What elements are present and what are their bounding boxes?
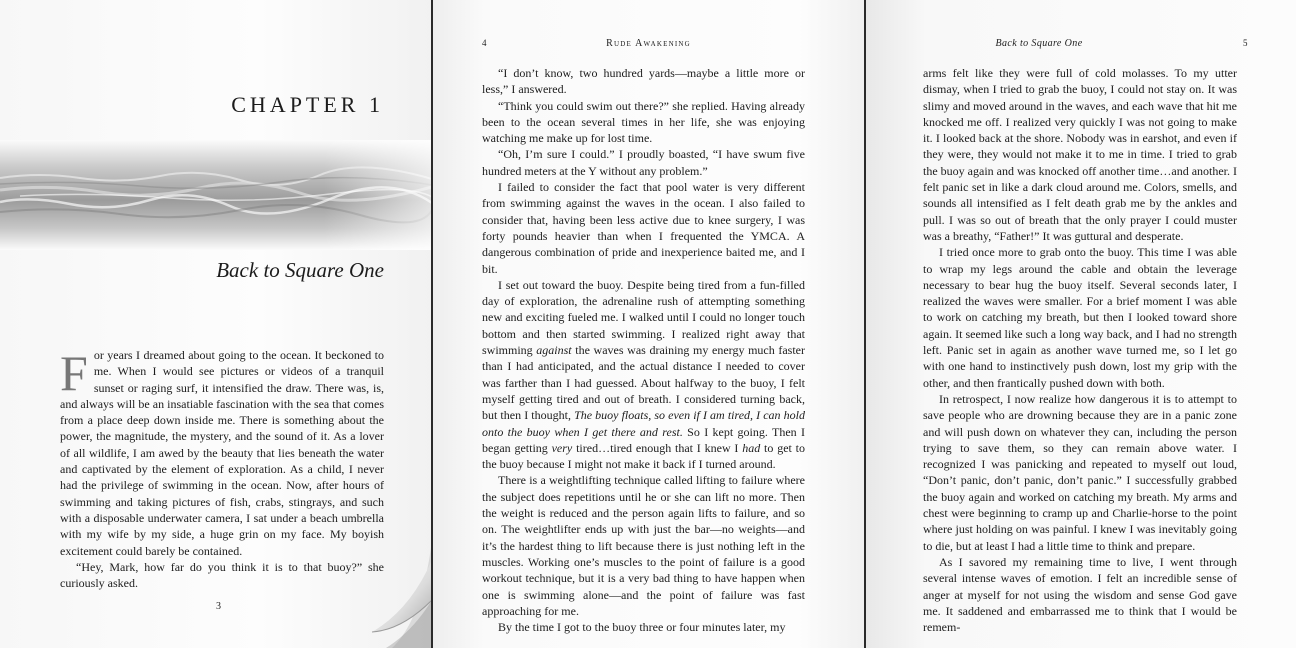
running-head-page-number: 5 [1243,38,1249,48]
paragraph: In retrospect, I now realize how dangerous it is to attempt to save people who are drowning because they are in a panic zone and will push down on whatever they can, including the person trying to save them, so they can remain above water. I recognized I was panicking and repeated to myself out loud, “Don’t panic, don’t panic, don’t panic.” I successfully grabbed the buoy again and worked on catching my breath. My arms and chest were beginning to cramp up and Charlie-horse to the point where just holding on was painful. I knew I was inevitably going to die, but at least I had a little time to think and prepare. [923,391,1237,553]
paragraph: There is a weightlifting technique called lifting to failure where the subject does repetitions until he or she can lift no more. Then the weight is reduced and the person again lifts to failure, and so on. The weightlifter ends up with just the bar—no weights—and it’s the hardest thing to lift because there is just nothing left in the muscles. Working one’s muscles to the point of failure is a good workout technique, but it is a very bad thing to have happen when one is swimming alone—and the point of failure was fast approaching for me. [482,473,805,618]
page-left [0,0,432,648]
running-head-page-number: 4 [482,38,488,48]
left-body-text [60,347,384,591]
paragraph: I failed to consider the fact that pool water is very different from swimming against the waves in the ocean. I also failed to consider that, having been less active due to knee surgery, I was forty pounds heavier than when I frequented the YMCA. A dangerous combination of pride and inexperience baited me, and I bit. [482,180,805,276]
paragraph: “Think you could swim out there?” she replied. Having already been to the ocean several times in her life, she was enjoying watching me make up for lost time. [482,98,805,146]
paragraph: I tried once more to grab onto the buoy. This time I was able to wrap my legs around the cable and obtain the leverage necessary to bear hug the buoy itself. Several seconds later, I realized the waves were smaller. For a brief moment I was able to work on catching my breath, but then I looked toward shore again. It seemed like such a long way back, and I had no strength left. Panic set in again as another wave turned me, so I let go with one hand to instinctively push down, lost my grip with the other, and then frantically pushed down with both. [923,245,1237,390]
paragraph: For years I dreamed about going to the ocean. It beckoned to me. When I would see pictures or videos of a tranquil sunset or raging surf, it intensified the draw. There was, is, and always will be an insatiable fascination with the sea that comes from a place deep down inside me. There is something about the power, the magnitude, the mystery, and the sound of it. As a lover of all wildlife, I am awed by the beauty that lies beneath the water and captivated by the element of exploration. As a child, I never had the privilege of swimming in the ocean. Now, after hours of swimming and taking pictures of fish, crabs, stingrays, and such with a disposable underwater camera, I sat under a beach umbrella with my wife by my side, a huge grin on my face. My boyish excitement could barely be contained. [60,345,384,558]
paragraph: “Hey, Mark, how far do you think it is to that buoy?” she curiously asked. [60,559,384,591]
chapter-title: CHAPTER 1 [231,92,384,117]
running-head-title: Rude Awakening [606,38,691,49]
running-head-title: Back to Square One [995,38,1083,49]
paragraph: “Oh, I’m sure I could.” I proudly boasted, “I have swum five hundred meters at the Y without any problem.” [482,147,805,178]
paragraph: arms felt like they were full of cold molasses. To my utter dismay, when I tried to grab the buoy, I could not stay on. It was slimy and moved around in the waves, and each wave that hit me knocked me off. I realized very quickly I was not going to make it. I looked back at the shore. Nobody was in earshot, and even if they were, they would not make it to me in time. I tried to grab the buoy again and was knocked off another time…and another. I felt panic set in like a dark cloud around me. Colors, smells, and sounds all intensified as I felt death grab me by the ankles and pull. I was so out of breath that the only prayer I could muster was a breathy, “Father!” It was guttural and desperate. [923,66,1238,243]
paragraph: “I don’t know, two hundred yards—maybe a little more or less,” I answered. [482,66,805,97]
drop-cap: F [60,345,88,401]
page-curl[interactable] [352,540,432,648]
middle-body-text [482,65,805,635]
paragraph: As I savored my remaining time to live, I went through several intense waves of emotion. I felt an incredible sense of anger at myself for not using the wisdom and sense God gave me. It saddened and embarrassed me to think that I would be remem- [923,554,1237,635]
ocean-waves-image [0,140,432,250]
page-right [866,0,1296,648]
paragraph: By the time I got to the buoy three or four minutes later, my [498,620,786,635]
page-number: 3 [216,601,221,612]
page-middle [433,0,864,648]
right-body-text [923,65,1237,635]
paragraph: I set out toward the buoy. Despite being tired from a fun-filled day of exploration, the adrenaline rush of attempting something new and exciting fueled me. I walked until I could no longer touch bottom and then started swimming. I realized right away that swimming against the waves was draining my energy much faster than I had anticipated, and the actual distance I needed to cover was farther than I had guessed. About halfway to the buoy, I felt myself getting tired and out of breath. I considered turning back, but then I thought, The buoy floats, so even if I am tired, I can hold onto the buoy when I get there and rest. So I kept going. Then I began getting very tired…tired enough that I knew I had to get to the buoy because I might not make it back if I turned around. [482,277,806,472]
section-title: Back to Square One [216,258,384,282]
